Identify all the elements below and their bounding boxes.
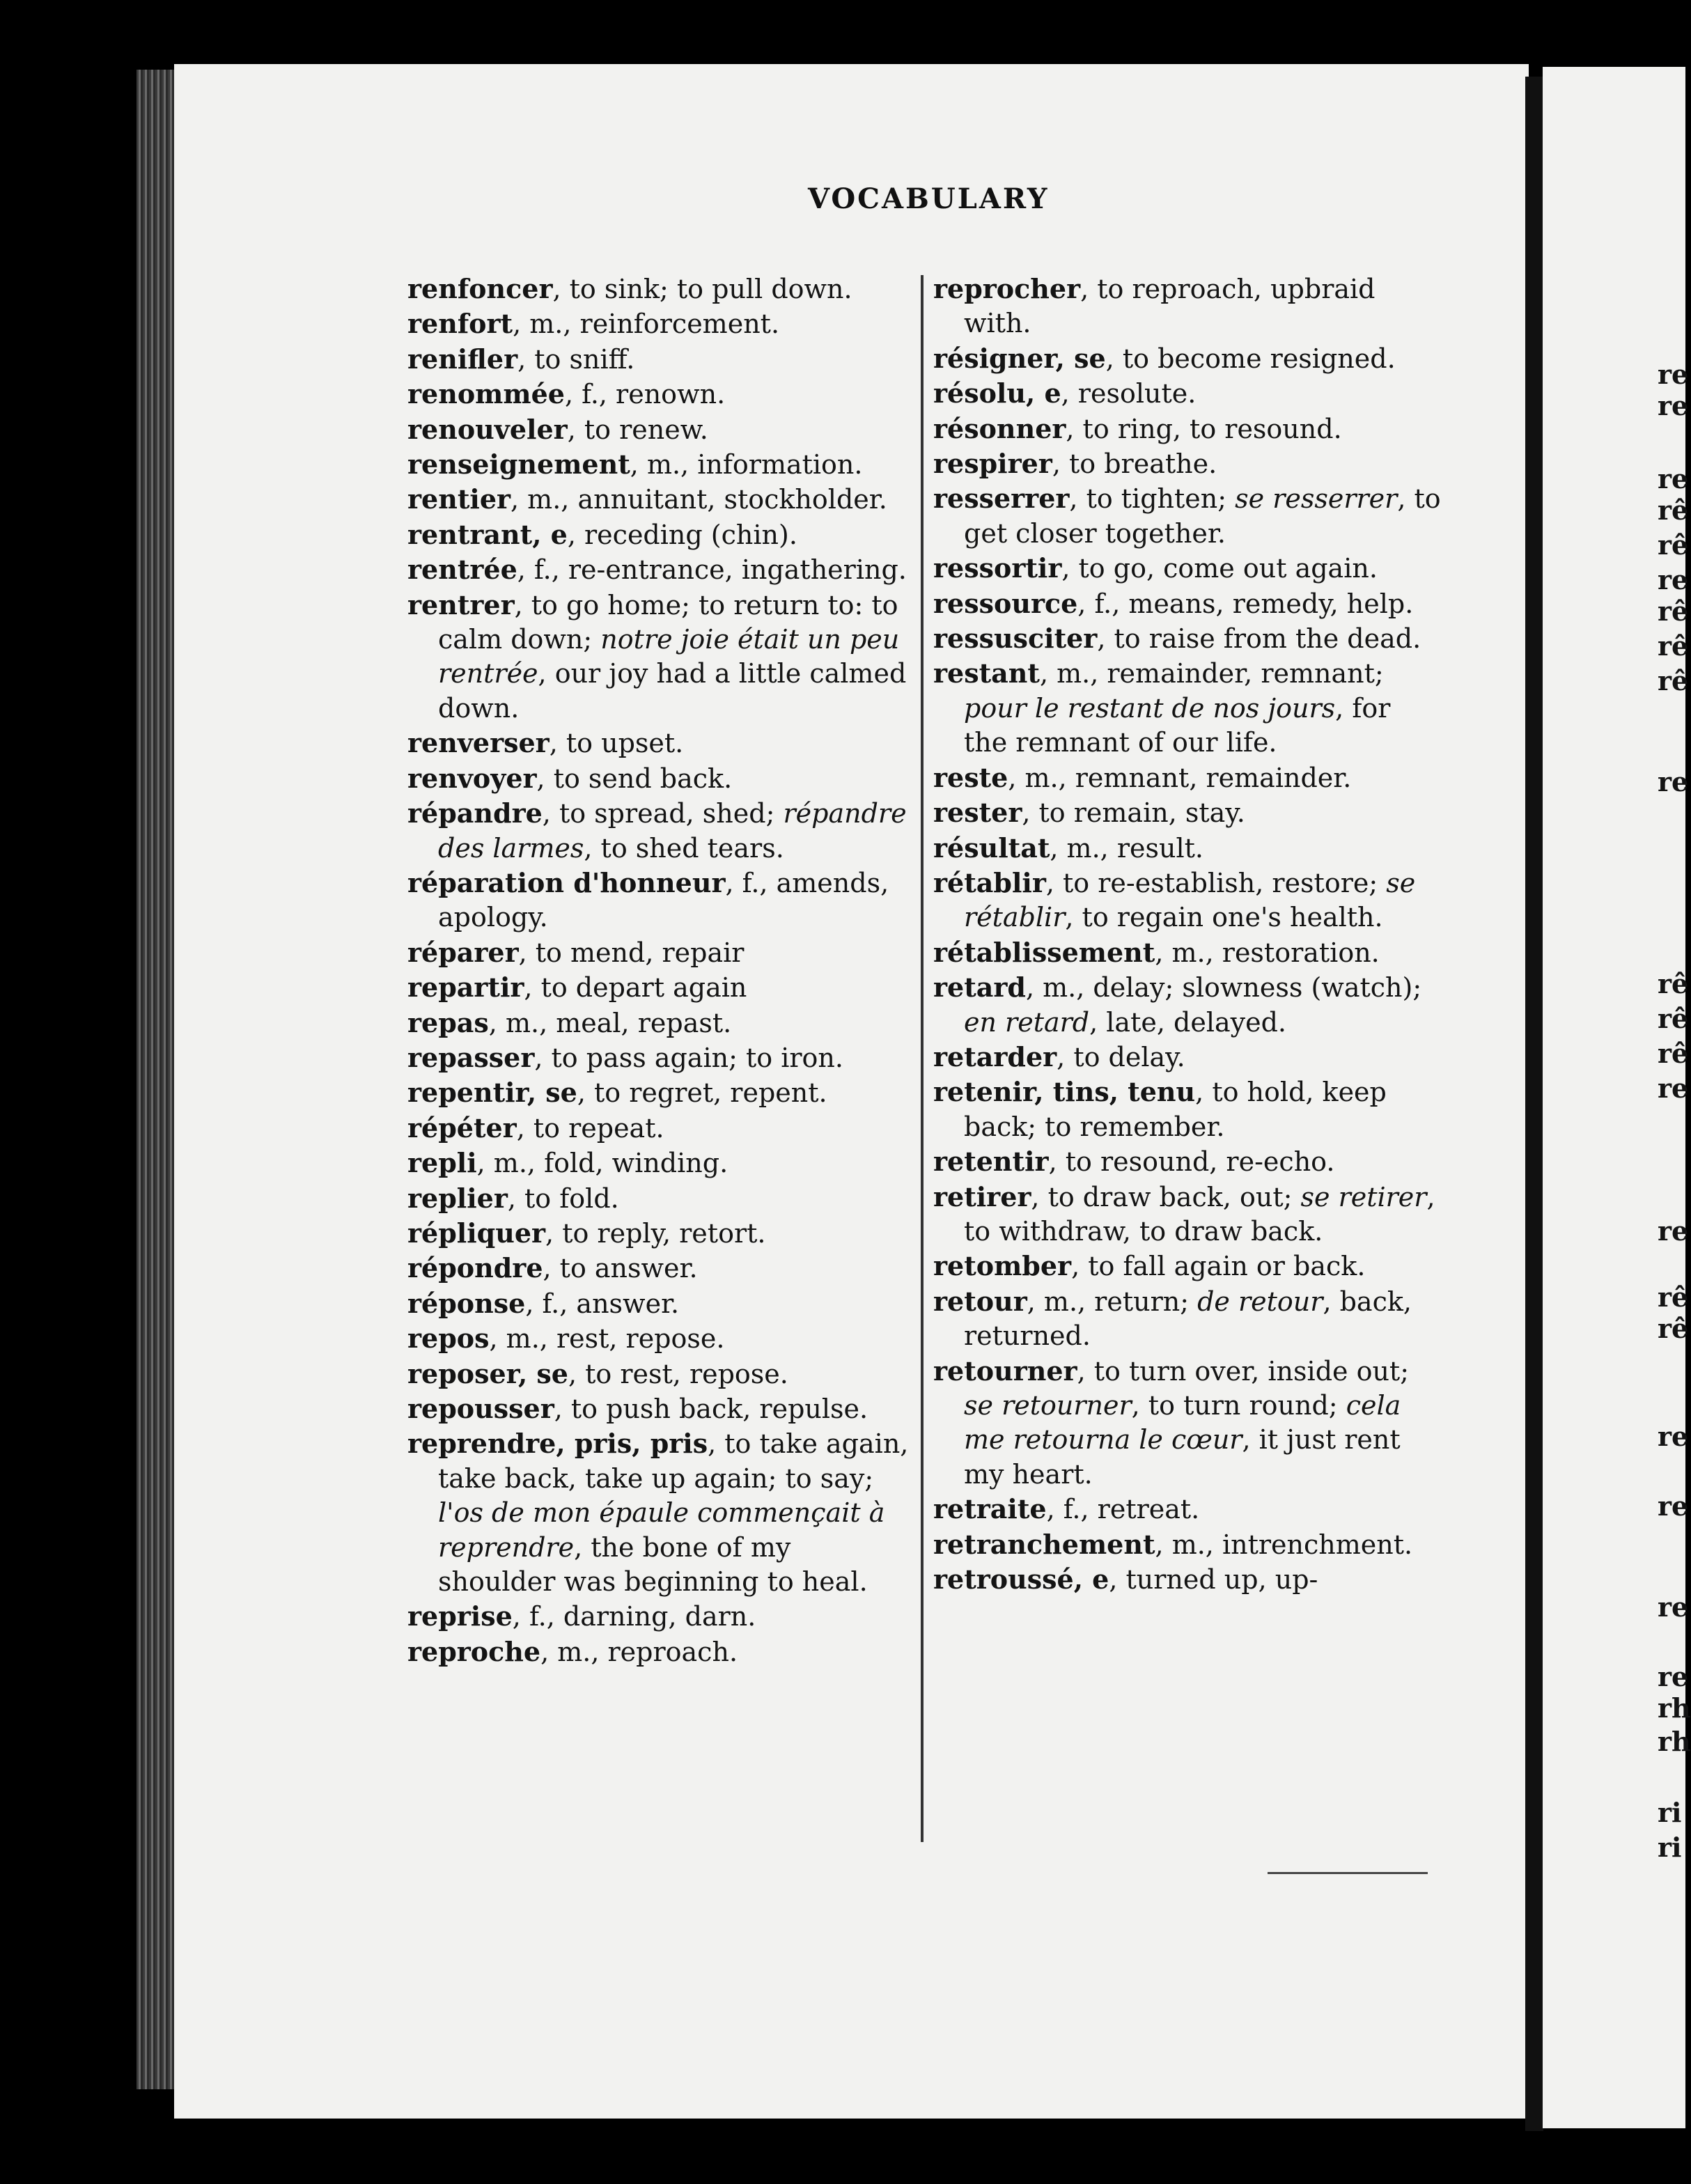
headword: reprocher [933,273,1081,304]
headword: repasser [407,1041,535,1073]
vocab-entry [407,552,910,587]
example-phrase: l'os de mon épaule commençait à reprendre [438,1497,885,1563]
vocab-entry [933,1040,1442,1075]
headword: retour [933,1285,1027,1317]
vocab-entry [407,1111,910,1146]
headword: ressortir [933,552,1062,584]
definition: , to regret, repent. [577,1077,827,1109]
headword: réponse [407,1287,526,1319]
headword: renvoyer [407,762,537,794]
translation: , it just rent my heart. [964,1424,1401,1490]
definition: , to ring, to resound. [1066,413,1342,444]
vocab-entry [933,586,1442,621]
vocab-entry [407,761,910,796]
headword: retarder [933,1040,1057,1072]
vocab-entry [407,970,910,1005]
vocab-entry [933,1284,1442,1354]
headword: repentir, se [407,1077,577,1109]
example-phrase: en retard [964,1006,1090,1038]
definition: , resolute. [1061,378,1197,410]
example-phrase: cela me retourna le cœur [964,1390,1401,1456]
vocab-entry [407,1146,910,1180]
definition: , f., re-entrance, ingathering. [517,554,907,586]
vocab-entry [407,482,910,517]
book-gutter [1525,77,1543,2131]
translation: , our joy had a little calmed down. [438,658,907,724]
vocab-entry [933,1075,1442,1144]
definition: , m., remnant, remainder. [1008,762,1352,793]
definition: , to delay. [1057,1041,1185,1072]
headword: retomber [933,1250,1072,1282]
page-header: VOCABULARY [808,182,1050,215]
definition: , to answer. [543,1253,698,1284]
definition: , m., intrenchment. [1155,1529,1413,1560]
headword: resserrer [933,483,1070,515]
definition: , to become resigned. [1105,343,1396,374]
headword: ressource [933,587,1078,619]
definition: , to resound, re-echo. [1048,1146,1335,1178]
next-page-fragment: rh [1658,1726,1691,1757]
left-column [407,272,910,1669]
page-edge [137,70,180,2089]
vocab-entry [407,1321,910,1356]
headword: rentrée [407,554,517,586]
next-page-fragment: re [1658,1591,1689,1623]
bottom-rule [1268,1872,1428,1874]
headword: rester [933,797,1022,829]
definition: , f., retreat. [1046,1494,1200,1525]
next-page-fragment: rê [1658,665,1689,696]
vocab-entry [933,1492,1442,1527]
headword: retraite [933,1493,1047,1525]
vocab-entry [407,1075,910,1110]
headword: retroussé, e [933,1563,1109,1596]
headword: renfoncer [407,273,553,304]
vocab-entry [407,1251,910,1286]
next-page-fragment: re [1658,1072,1689,1104]
definition: , to reproach, upbraid with. [964,274,1376,339]
vocab-entry [933,831,1442,866]
vocab-entry [407,377,910,412]
headword: reste [933,761,1008,793]
headword: réparation d'honneur [407,866,726,898]
vocab-entry [933,1249,1442,1284]
next-page-fragment: re [1658,564,1689,595]
headword: restant [933,657,1040,689]
example-phrase: se retourner [964,1390,1132,1421]
definition: , to reply, retort. [545,1217,766,1249]
headword: renifler [407,343,518,375]
translation: , for the remnant of our life. [964,692,1391,758]
headword: rétablissement [933,936,1155,968]
translation: , to get closer together. [964,483,1441,549]
definition: , m., annuitant, stockholder. [511,484,887,515]
definition: , m., information. [630,449,863,481]
definition: , f., means, remedy, help. [1077,588,1414,619]
definition: , to go home; to return to: to calm down; [438,589,898,655]
example-phrase: se resserrer [1235,483,1398,515]
vocab-entry [407,1391,910,1426]
definition: , to turn over, inside out; [1077,1355,1410,1387]
headword: renfort [407,308,513,340]
headword: retirer [933,1180,1031,1212]
definition: , to pass again; to iron. [534,1042,843,1073]
vocab-entry [407,1635,910,1669]
headword: renouveler [407,413,568,445]
definition: , m., restoration. [1155,937,1380,968]
definition: , m., meal, repast. [488,1007,732,1038]
vocab-entry [933,376,1442,411]
definition: , f., amends, apology. [438,867,889,933]
definition: , to send back. [536,763,733,794]
headword: répandre [407,797,543,829]
vocab-entry [933,760,1442,795]
example-phrase: répandre des larmes [438,798,907,864]
vocab-entry [407,588,910,726]
definition: , m., delay; slowness (watch); [1025,972,1422,1004]
vocab-entry [933,621,1442,656]
definition: , to tighten; [1069,483,1236,515]
vocab-entry [933,446,1442,481]
translation: , to shed tears. [584,832,784,864]
definition: , to mend, repair [518,937,745,968]
headword: renverser [407,727,550,759]
translation: , to turn round; [1131,1390,1346,1421]
headword: ressusciter [933,623,1098,655]
vocab-entry [933,272,1442,341]
vocab-entry [407,1006,910,1040]
next-page-fragment: ri [1658,1832,1682,1863]
headword: reproche [407,1635,541,1667]
headword: retourner [933,1355,1077,1387]
definition: , to repeat. [516,1112,664,1144]
headword: rétablir [933,866,1046,898]
vocab-entry [407,306,910,341]
vocab-entry [933,551,1442,586]
definition: , to breathe. [1052,448,1217,480]
definition: , m., return; [1027,1286,1198,1317]
next-page-fragment: rê [1658,968,1689,999]
vocab-entry [407,1216,910,1251]
definition: , to hold, keep back; to remember. [964,1077,1387,1142]
definition: , m., fold, winding. [476,1148,728,1179]
headword: résolu, e [933,377,1061,410]
definition: , to upset. [549,728,684,759]
headword: respirer [933,448,1052,480]
definition: , turned up, up- [1109,1564,1318,1596]
next-page-fragment: rê [1658,1281,1689,1313]
definition: , to draw back, out; [1031,1181,1301,1212]
headword: repousser [407,1393,554,1424]
example-phrase: se retirer [1300,1181,1427,1212]
next-page-fragment: re [1658,1421,1689,1452]
vocab-entry [933,935,1442,970]
translation: , to regain one's health. [1065,902,1383,933]
vocab-entry [407,866,910,935]
translation: , to withdraw, to draw back. [964,1181,1435,1247]
next-page-fragment: ri [1658,1797,1682,1828]
vocab-entry [933,970,1442,1040]
vocab-entry [407,1599,910,1634]
headword: résultat [933,832,1050,864]
headword: reprise [407,1600,513,1632]
headword: retard [933,972,1026,1004]
definition: , m., remainder, remnant; [1039,658,1384,689]
next-page-fragment: rh [1658,1692,1691,1724]
definition: , to sink; to pull down. [552,274,852,304]
vocab-entry [407,1426,910,1599]
headword: répondre [407,1252,543,1284]
definition: , to sniff. [517,343,635,375]
headword: rentrant, e [407,518,568,550]
vocab-entry [407,796,910,866]
next-page-fragment: re [1658,1661,1689,1692]
vocab-entry [933,866,1442,935]
definition: , m., reproach. [540,1636,738,1667]
next-page-fragment: rê [1658,1038,1689,1069]
definition: , to fall again or back. [1071,1251,1366,1282]
next-page-fragment: rê [1658,1003,1689,1034]
next-page-fragment: rê [1658,494,1689,526]
headword: renommée [407,378,565,410]
vocab-entry [407,517,910,552]
vocab-entry [933,412,1442,446]
right-column [933,272,1442,1597]
definition: , to renew. [567,414,708,445]
example-phrase: de retour [1197,1286,1323,1317]
vocab-entry [933,656,1442,760]
definition: , to take again, take back, take up again; to say; [438,1428,909,1494]
headword: résonner [933,412,1066,444]
vocab-entry [933,1527,1442,1562]
headword: repas [407,1006,489,1038]
vocab-entry [933,795,1442,830]
definition: , to fold. [507,1183,619,1214]
headword: rentier [407,483,511,515]
next-page-fragment: re [1658,463,1689,494]
vocab-entry [933,1354,1442,1492]
translation: , back, returned. [964,1286,1412,1352]
definition: , to go, come out again. [1061,553,1378,584]
headword: repartir [407,972,524,1004]
headword: repli [407,1147,477,1179]
definition: , to raise from the dead. [1097,623,1421,655]
translation: , late, delayed. [1089,1006,1286,1038]
definition: , receding (chin). [567,519,797,550]
headword: réparer [407,936,519,968]
example-phrase: pour le restant de nos jours [964,692,1336,724]
next-page-fragment: rê [1658,595,1689,627]
vocab-entry [407,935,910,970]
headword: rentrer [407,588,515,621]
next-page-fragment: re [1658,1490,1689,1522]
headword: reprendre, pris, pris [407,1428,708,1460]
translation: , the bone of my shoulder was beginning to heal. [438,1531,868,1598]
vocab-entry [407,272,910,306]
next-page-fragment: re [1658,359,1689,390]
next-page-fragment: rê [1658,529,1689,561]
definition: , f., renown. [564,379,726,410]
vocab-entry [407,1040,910,1075]
definition: , f., answer. [525,1288,680,1319]
definition: , to re-establish, restore; [1045,867,1387,898]
headword: répliquer [407,1217,546,1249]
definition: , f., darning, darn. [512,1601,756,1632]
headword: répéter [407,1112,517,1144]
headword: replier [407,1182,508,1214]
definition: , to remain, stay. [1022,797,1245,829]
vocab-entry [933,1180,1442,1249]
next-page-fragment: re [1658,1215,1689,1247]
example-phrase: se rétablir [964,867,1416,933]
headword: résigner, se [933,342,1106,374]
vocab-entry [407,447,910,482]
definition: , m., rest, repose. [489,1323,725,1355]
definition: , to spread, shed; [542,798,784,829]
example-phrase: notre joie était un peu rentrée [438,624,900,689]
headword: renseignement [407,448,630,481]
headword: retenir, tins, tenu [933,1076,1196,1108]
definition: , m., result. [1050,832,1203,864]
vocab-entry [933,1144,1442,1179]
headword: retentir [933,1146,1049,1178]
vocab-entry [407,1357,910,1391]
next-page-fragment: re [1658,766,1689,797]
headword: retranchement [933,1528,1155,1560]
vocab-entry [933,481,1442,551]
headword: repos [407,1323,490,1355]
definition: , to push back, repulse. [554,1394,868,1424]
column-divider [921,275,924,1842]
vocab-entry [407,1286,910,1321]
vocab-entry [407,726,910,760]
definition: , to rest, repose. [568,1358,788,1389]
vocab-entry [407,1181,910,1216]
headword: reposer, se [407,1357,568,1389]
next-page-fragment: rê [1658,630,1689,662]
next-page-fragment: rê [1658,1313,1689,1344]
vocab-entry [407,412,910,447]
definition: , to depart again [524,972,747,1004]
vocab-entry [933,341,1442,376]
definition: , m., reinforcement. [513,309,780,340]
vocab-entry [933,1562,1442,1597]
vocab-entry [407,342,910,377]
next-page-fragment: re [1658,390,1689,421]
